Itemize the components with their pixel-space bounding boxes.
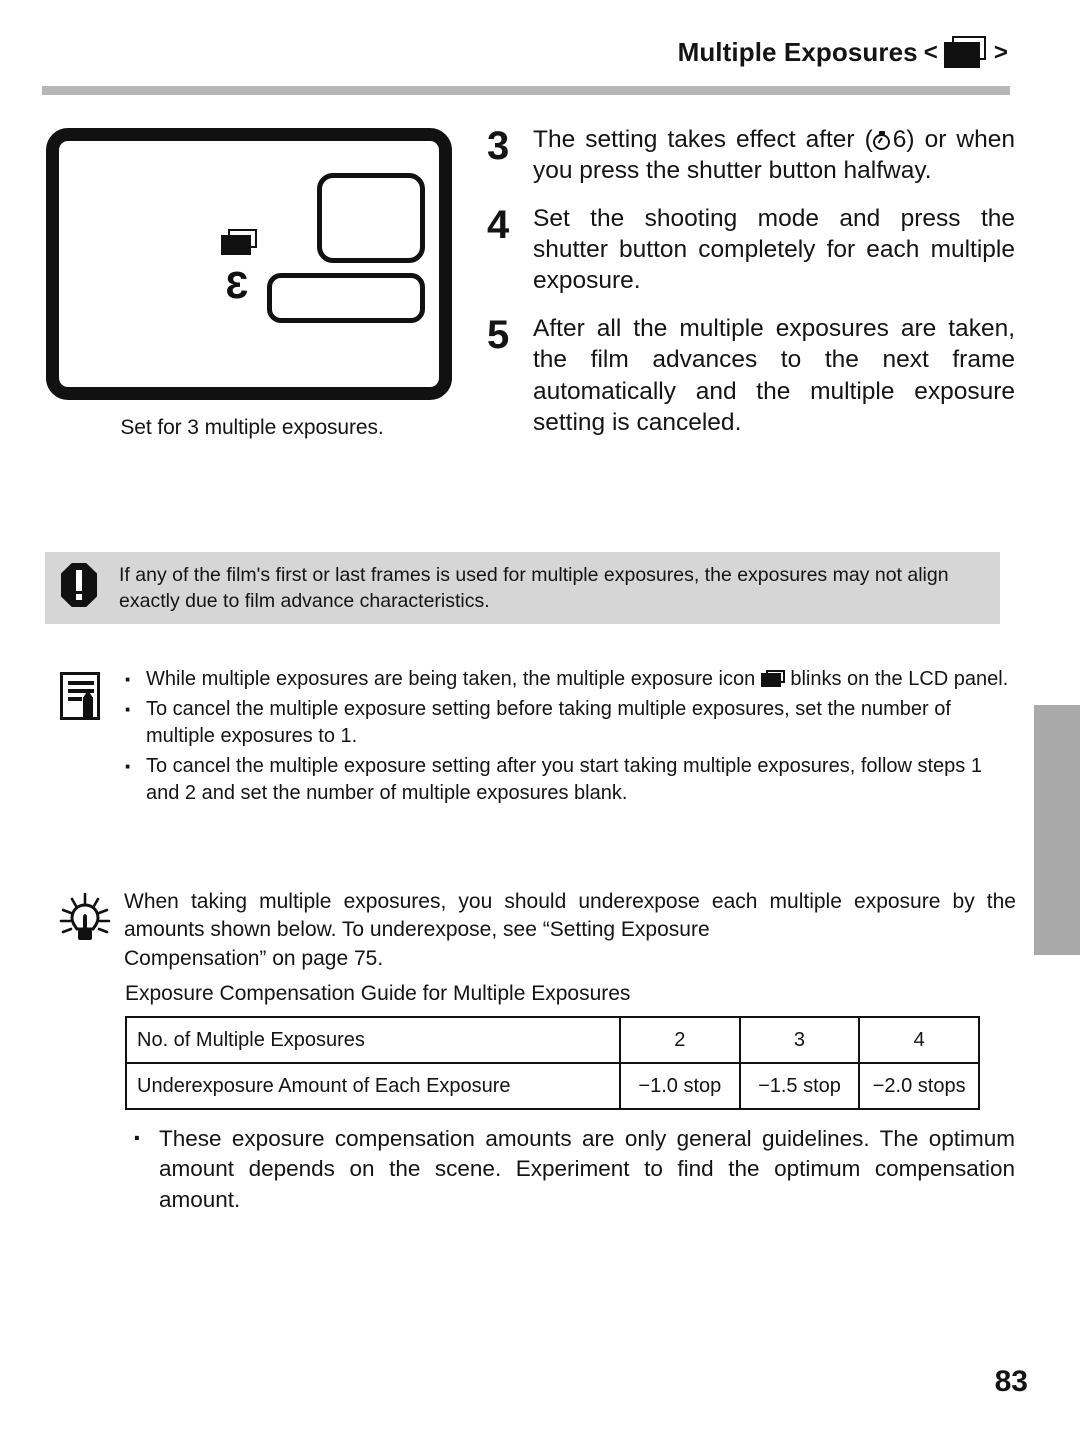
lcd-panel-illustration — [46, 128, 452, 400]
angle-bracket-close: > — [993, 39, 1008, 66]
page-title-text: Multiple Exposures — [677, 36, 918, 67]
step-number: 4 — [487, 202, 510, 247]
note-bullet-list — [118, 666, 1010, 808]
header-rule — [42, 86, 1010, 95]
table-cell: 3 — [740, 1017, 860, 1063]
step-number: 3 — [487, 124, 510, 168]
step-3 — [487, 124, 1015, 187]
multiple-exposure-icon — [944, 36, 988, 68]
after-table-note-list — [125, 1124, 1015, 1215]
lcd-figure — [46, 128, 458, 440]
note-pencil-icon — [60, 672, 100, 720]
step-text — [533, 124, 1015, 187]
table-row-label: Underexposure Amount of Each Exposure — [126, 1063, 620, 1109]
table-row-label: No. of Multiple Exposures — [126, 1017, 620, 1063]
note-text-part-2: blinks on the LCD panel. — [784, 668, 1009, 690]
exposure-compensation-table — [125, 1016, 980, 1110]
table-caption: Exposure Compensation Guide for Multiple Exposures — [125, 982, 631, 1005]
lcd-exposure-count: 3 — [225, 266, 250, 311]
lightbulb-icon — [56, 892, 114, 948]
list-item: · To cancel the multiple exposure setting before taking multiple exposures, set the number of multiple exposures to 1. — [118, 696, 1010, 751]
table-cell: −1.0 stop — [620, 1063, 740, 1109]
step-4 — [487, 203, 1015, 297]
tip-text-line-2: Compensation” on page 75. — [124, 946, 384, 970]
page-number: 83 — [994, 1365, 1028, 1398]
step-text-part-2: 6) or when you press the shutter button halfway. — [533, 126, 1016, 185]
step-list — [487, 124, 1015, 454]
step-5 — [487, 313, 1015, 438]
exposure-compensation-table-section — [125, 982, 985, 1110]
list-item — [118, 666, 1010, 694]
lcd-shutter-speed-box — [317, 173, 425, 263]
table-cell: −1.5 stop — [740, 1063, 860, 1109]
table-row — [126, 1017, 979, 1063]
step-text: Set the shooting mode and press the shutter button completely for each multiple exposure. — [533, 204, 1015, 295]
step-text-part-1: The setting takes effect after ( — [533, 126, 873, 153]
tip-callout — [56, 888, 1016, 973]
tip-text — [124, 888, 1016, 973]
note-text-part-1: While multiple exposures are being taken, the multiple exposure icon — [146, 668, 761, 690]
exclamation-octagon-icon — [61, 563, 97, 607]
angle-bracket-open: < — [923, 39, 938, 66]
multiple-exposure-icon — [761, 670, 785, 687]
table-cell: −2.0 stops — [859, 1063, 979, 1109]
list-item: · To cancel the multiple exposure setting after you start taking multiple exposures, follow steps 1 and 2 and set the number of multiple exposures blank. — [118, 753, 1010, 808]
tip-text-line-1: When taking multiple exposures, you should underexpose each multiple exposure by the amounts shown below. To underexpose, see “Setting Exposure — [124, 890, 1016, 942]
figure-caption: Set for 3 multiple exposures. — [120, 416, 384, 439]
stopwatch-icon — [873, 131, 892, 150]
caution-callout — [45, 552, 1000, 624]
table-row — [126, 1063, 979, 1109]
table-cell: 4 — [859, 1017, 979, 1063]
multiple-exposure-icon — [221, 229, 257, 255]
list-item: · These exposure compensation amounts are only general guidelines. The optimum amount depends on the scene. Experiment to find the optimum compensation amount. — [125, 1124, 1015, 1215]
caution-text: If any of the film's first or last frames is used for multiple exposures, the exposures may not align exactly due to film advance characteristics. — [119, 564, 949, 613]
page-header — [0, 36, 1080, 98]
table-cell: 2 — [620, 1017, 740, 1063]
page-title — [678, 36, 1008, 68]
step-text: After all the multiple exposures are taken, the film advances to the next frame automatically and the multiple exposure setting is canceled. — [533, 314, 1015, 436]
step-number: 5 — [487, 312, 510, 357]
note-callout — [60, 666, 1010, 810]
chapter-edge-tab — [1034, 705, 1080, 955]
lcd-aperture-box — [267, 273, 425, 323]
